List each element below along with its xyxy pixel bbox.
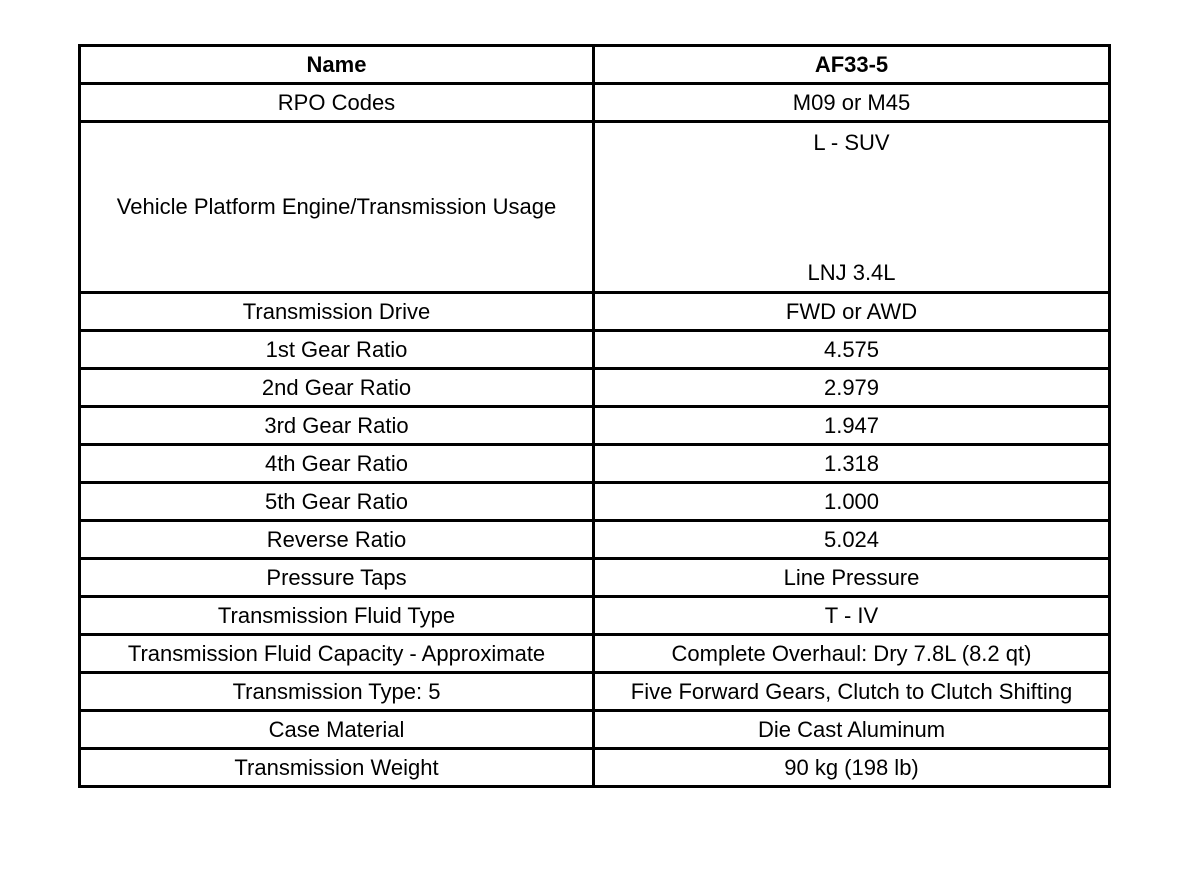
row-value: M09 or M45: [594, 84, 1110, 122]
row-value: 1.000: [594, 483, 1110, 521]
row-label: Transmission Type: 5: [80, 673, 594, 711]
row-label: RPO Codes: [80, 84, 594, 122]
row-label: 3rd Gear Ratio: [80, 407, 594, 445]
row-label: Transmission Drive: [80, 293, 594, 331]
row-label: Transmission Fluid Capacity - Approximate: [80, 635, 594, 673]
spec-table: [78, 44, 1111, 788]
table-row: [80, 597, 1110, 635]
table-row: [80, 122, 1110, 293]
row-label: Reverse Ratio: [80, 521, 594, 559]
row-label: 5th Gear Ratio: [80, 483, 594, 521]
table-row: [80, 331, 1110, 369]
row-value: 1.947: [594, 407, 1110, 445]
row-label: Vehicle Platform Engine/Transmission Usage: [80, 122, 594, 293]
row-label: Transmission Weight: [80, 749, 594, 787]
row-value: Die Cast Aluminum: [594, 711, 1110, 749]
row-value: T - IV: [594, 597, 1110, 635]
row-label: Case Material: [80, 711, 594, 749]
row-value-bottom: LNJ 3.4L: [807, 260, 896, 285]
table-row: [80, 559, 1110, 597]
row-value: FWD or AWD: [594, 293, 1110, 331]
row-value: [594, 122, 1110, 293]
row-value: Five Forward Gears, Clutch to Clutch Shifting: [594, 673, 1110, 711]
table-row: [80, 749, 1110, 787]
row-value: 2.979: [594, 369, 1110, 407]
row-value: 90 kg (198 lb): [594, 749, 1110, 787]
table-row: [80, 445, 1110, 483]
row-label: 4th Gear Ratio: [80, 445, 594, 483]
row-value: 1.318: [594, 445, 1110, 483]
row-label: Transmission Fluid Type: [80, 597, 594, 635]
table-row: [80, 369, 1110, 407]
row-value: Line Pressure: [594, 559, 1110, 597]
row-value: Complete Overhaul: Dry 7.8L (8.2 qt): [594, 635, 1110, 673]
row-label: Pressure Taps: [80, 559, 594, 597]
table-row: [80, 293, 1110, 331]
table-header-row: [80, 46, 1110, 84]
table-row: [80, 483, 1110, 521]
row-label: 1st Gear Ratio: [80, 331, 594, 369]
row-value: 4.575: [594, 331, 1110, 369]
table-row: [80, 407, 1110, 445]
table-row: [80, 84, 1110, 122]
table-row: [80, 673, 1110, 711]
table-row: [80, 711, 1110, 749]
row-value-top: L - SUV: [813, 130, 890, 155]
row-value: 5.024: [594, 521, 1110, 559]
header-value-cell: AF33-5: [594, 46, 1110, 84]
header-label-cell: Name: [80, 46, 594, 84]
row-label: 2nd Gear Ratio: [80, 369, 594, 407]
table-row: [80, 521, 1110, 559]
table-row: [80, 635, 1110, 673]
